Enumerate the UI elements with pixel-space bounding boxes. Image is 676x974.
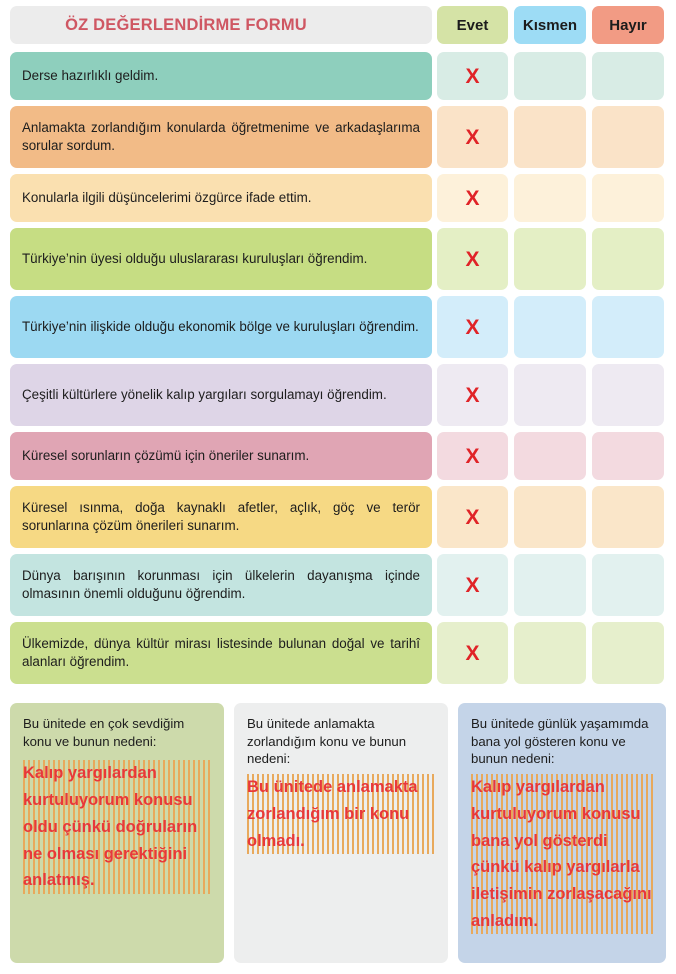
statement-text: Türkiye’nin üyesi olduğu uluslararası kuruluşları öğrendim.	[22, 251, 368, 267]
column-header-hayir-label: Hayır	[609, 16, 647, 34]
answer-mark-icon: X	[465, 573, 480, 597]
statement-text: Küresel sorunların çözümü için öneriler sunarım.	[22, 448, 310, 464]
answer-cell-kismen[interactable]	[514, 106, 586, 168]
answer-cell-kismen[interactable]	[514, 174, 586, 222]
answer-cell-hayir[interactable]	[592, 364, 664, 426]
statement-text: Ülkemizde, dünya kültür mirası listesinde bulunan doğal ve tarihî alanları öğrendim.	[22, 636, 420, 669]
page-title: ÖZ DEĞERLENDİRME FORMU	[65, 15, 307, 34]
answer-cell-kismen[interactable]	[514, 432, 586, 480]
statement-text: Derse hazırlıklı geldim.	[22, 68, 159, 84]
answer-mark-icon: X	[465, 247, 480, 271]
reflection-answer[interactable]: Kalıp yargılardan kurtuluyorum konusu bana yol gösterdi çünkü kalıp yargılarla iletişimin zorlaşacağını anladım.	[471, 774, 653, 934]
reflection-box-favourite-topic[interactable]	[10, 703, 224, 963]
answer-cell-evet[interactable]	[437, 52, 508, 100]
answer-cell-kismen[interactable]	[514, 622, 586, 684]
answer-mark-icon: X	[465, 125, 480, 149]
answer-cell-kismen[interactable]	[514, 486, 586, 548]
column-header-hayir	[592, 6, 664, 44]
statement-text: Dünya barışının korunması için ülkelerin dayanışma içinde olmasının önemli olduğunu öğrendim.	[22, 568, 420, 601]
answer-mark-icon: X	[465, 64, 480, 88]
statement-cell	[10, 228, 432, 290]
answer-cell-hayir[interactable]	[592, 106, 664, 168]
answer-cell-hayir[interactable]	[592, 486, 664, 548]
statement-cell	[10, 296, 432, 358]
reflection-prompt: Bu ünitede en çok sevdiğim konu ve bunun nedeni:	[23, 716, 185, 749]
answer-cell-hayir[interactable]	[592, 228, 664, 290]
answer-cell-evet[interactable]	[437, 554, 508, 616]
reflection-answer[interactable]: Bu ünitede anlamakta zorlandığım bir konu olmadı.	[247, 774, 435, 854]
column-header-kismen	[514, 6, 586, 44]
reflection-prompt: Bu ünitede anlamakta zorlandığım konu ve bunun nedeni:	[247, 716, 407, 767]
reflection-prompt: Bu ünitede günlük yaşamımda bana yol gösteren konu ve bunun nedeni:	[471, 716, 649, 767]
statement-text: Küresel ısınma, doğa kaynaklı afetler, açlık, göç ve terör sorunlarına çözüm önerileri sunarım.	[22, 500, 420, 533]
statement-cell	[10, 486, 432, 548]
answer-cell-kismen[interactable]	[514, 228, 586, 290]
answer-cell-evet[interactable]	[437, 174, 508, 222]
answer-mark-icon: X	[465, 444, 480, 468]
form-title-bar	[10, 6, 432, 44]
statement-text: Türkiye’nin ilişkide olduğu ekonomik bölge ve kuruluşları öğrendim.	[22, 319, 419, 335]
answer-mark-icon: X	[465, 315, 480, 339]
answer-cell-hayir[interactable]	[592, 432, 664, 480]
answer-mark-icon: X	[465, 383, 480, 407]
answer-cell-kismen[interactable]	[514, 554, 586, 616]
statement-text: Anlamakta zorlandığım konularda öğretmenime ve arkadaşlarıma sorular sordum.	[22, 120, 420, 153]
column-header-evet	[437, 6, 508, 44]
answer-cell-evet[interactable]	[437, 432, 508, 480]
answer-mark-icon: X	[465, 505, 480, 529]
answer-cell-evet[interactable]	[437, 228, 508, 290]
statement-cell	[10, 174, 432, 222]
reflection-answer[interactable]: Kalıp yargılardan kurtuluyorum konusu oldu çünkü doğruların ne olması gerektiğini anlatmış.	[23, 760, 211, 894]
answer-cell-hayir[interactable]	[592, 296, 664, 358]
statement-cell	[10, 52, 432, 100]
answer-cell-hayir[interactable]	[592, 174, 664, 222]
answer-cell-kismen[interactable]	[514, 364, 586, 426]
reflection-box-difficult-topic[interactable]	[234, 703, 448, 963]
answer-cell-hayir[interactable]	[592, 554, 664, 616]
answer-cell-hayir[interactable]	[592, 622, 664, 684]
statement-text: Çeşitli kültürlere yönelik kalıp yargıları sorgulamayı öğrendim.	[22, 387, 387, 403]
answer-cell-kismen[interactable]	[514, 296, 586, 358]
answer-cell-kismen[interactable]	[514, 52, 586, 100]
statement-cell	[10, 432, 432, 480]
answer-mark-icon: X	[465, 641, 480, 665]
statement-text: Konularla ilgili düşüncelerimi özgürce ifade ettim.	[22, 190, 312, 206]
answer-cell-evet[interactable]	[437, 364, 508, 426]
answer-cell-evet[interactable]	[437, 106, 508, 168]
statement-cell	[10, 554, 432, 616]
answer-cell-hayir[interactable]	[592, 52, 664, 100]
answer-cell-evet[interactable]	[437, 486, 508, 548]
statement-cell	[10, 622, 432, 684]
column-header-kismen-label: Kısmen	[522, 16, 578, 34]
reflection-box-daily-life-topic[interactable]	[458, 703, 666, 963]
column-header-evet-label: Evet	[456, 16, 489, 34]
answer-cell-evet[interactable]	[437, 622, 508, 684]
statement-cell	[10, 364, 432, 426]
answer-mark-icon: X	[465, 186, 480, 210]
statement-cell	[10, 106, 432, 168]
answer-cell-evet[interactable]	[437, 296, 508, 358]
